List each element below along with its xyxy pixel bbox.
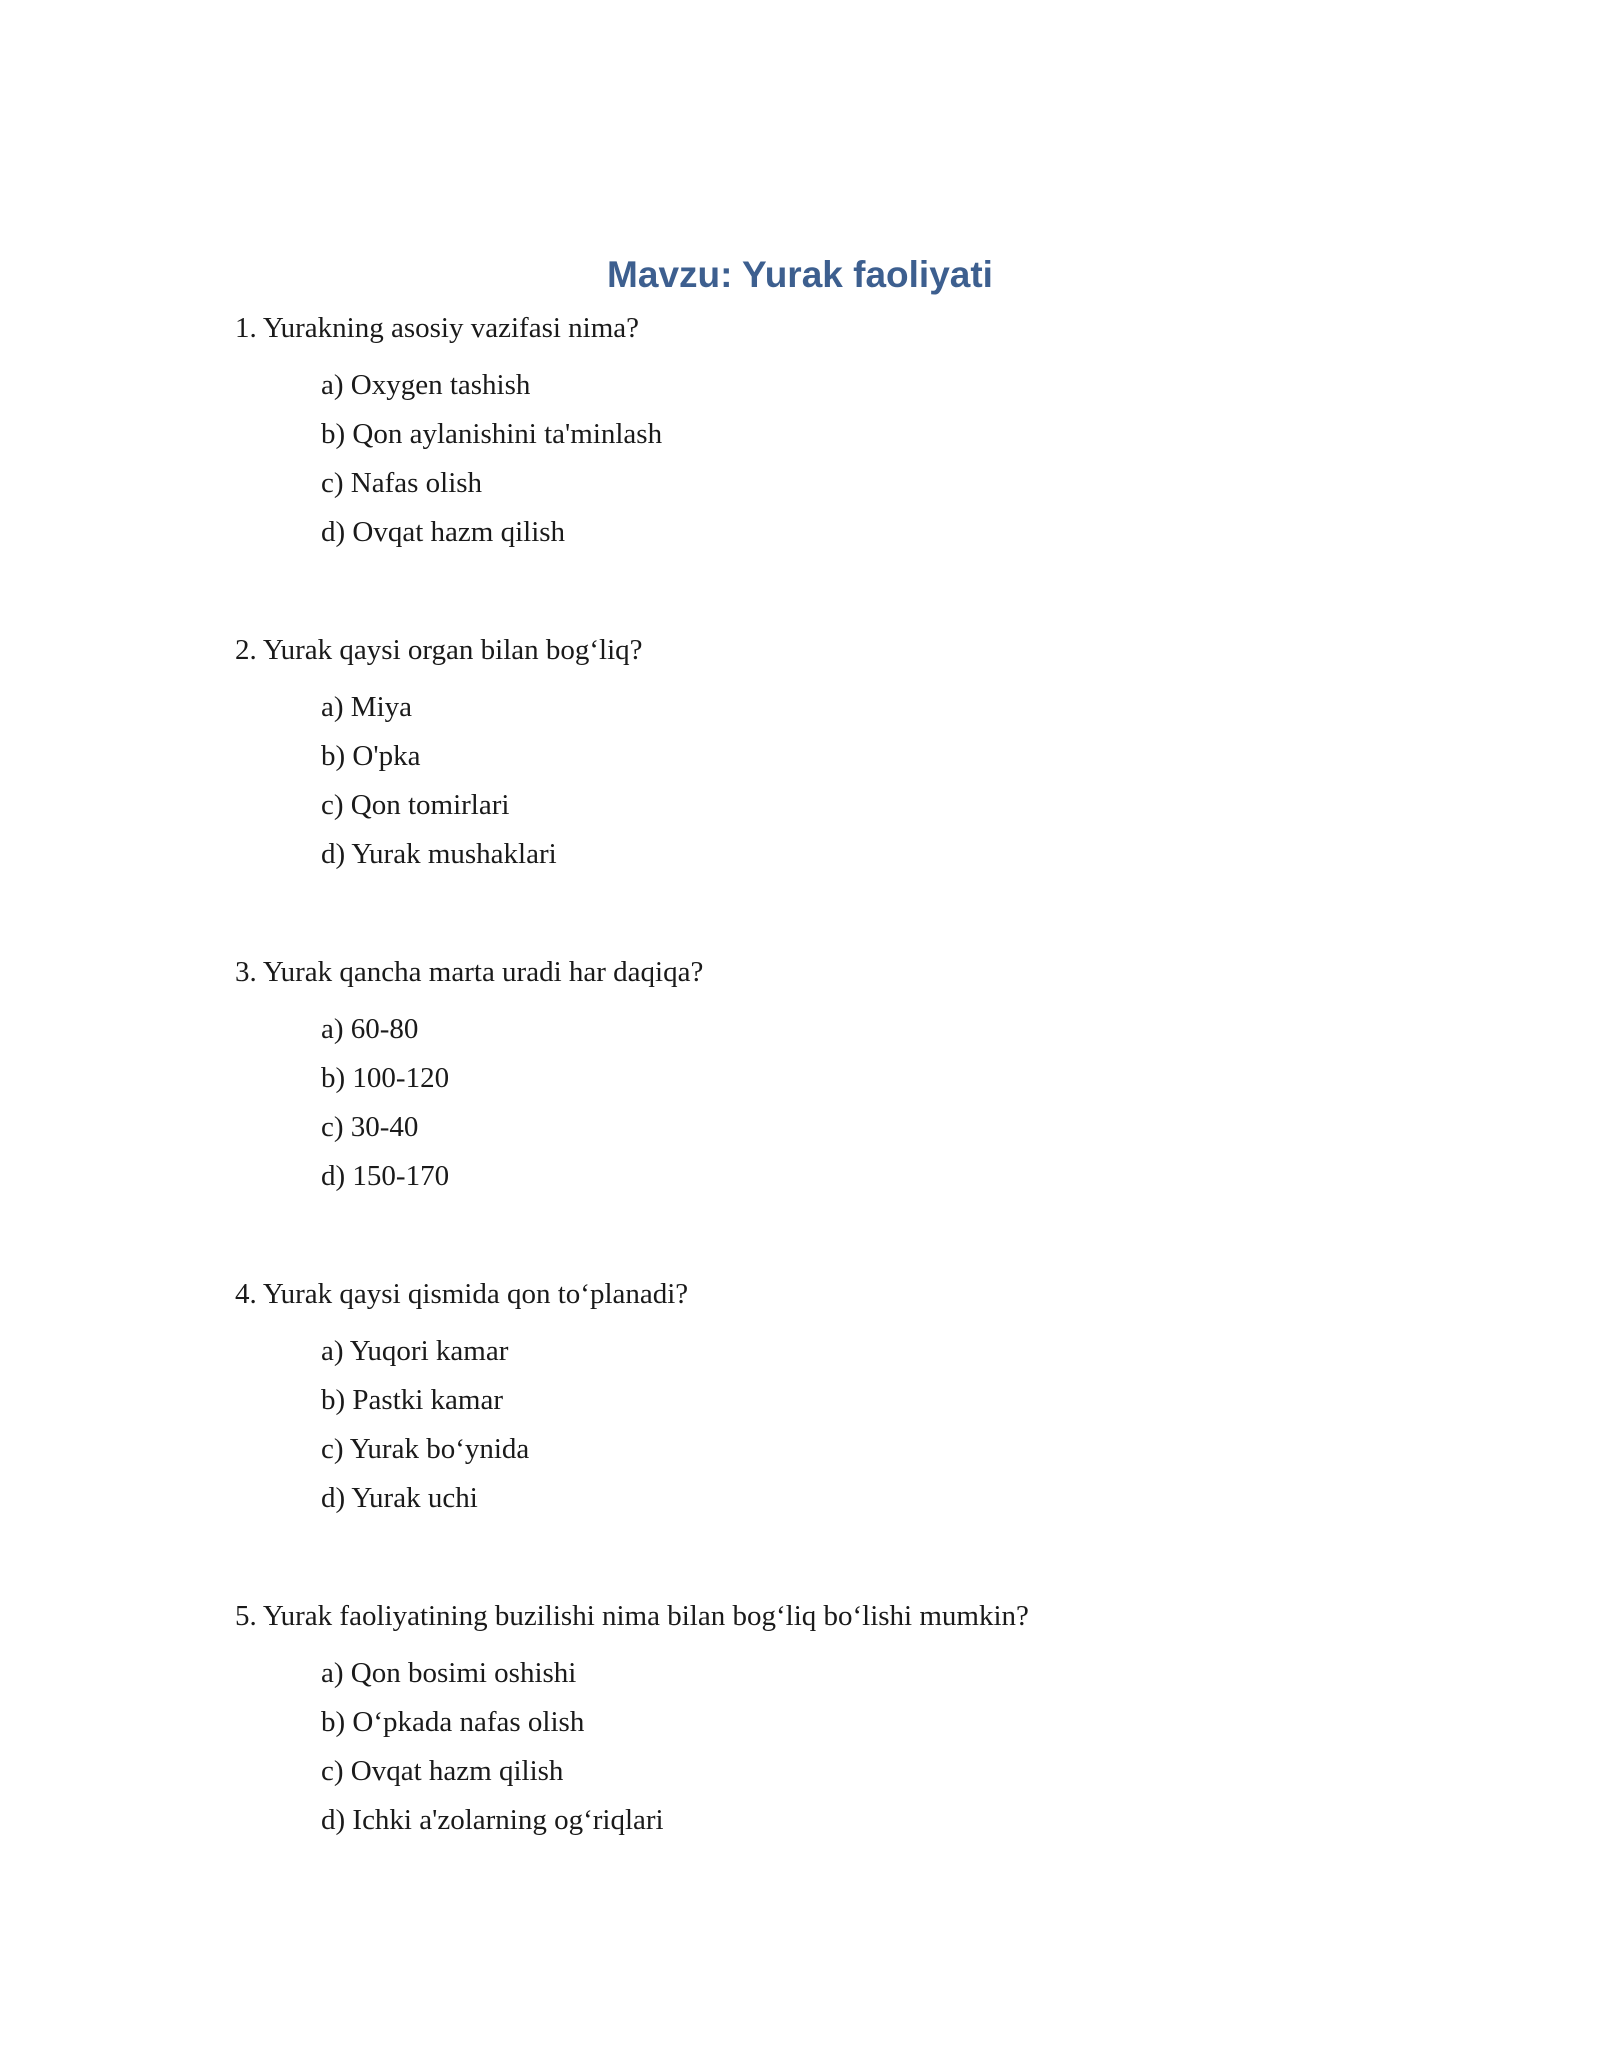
option-a: a) Miya bbox=[321, 691, 412, 723]
question-text: 1. Yurakning asosiy vazifasi nima? bbox=[235, 312, 640, 344]
option-d: d) Ovqat hazm qilish bbox=[321, 516, 566, 548]
option-a: a) 60-80 bbox=[321, 1013, 419, 1045]
option-c: c) Qon tomirlari bbox=[321, 789, 510, 821]
option-b: b) 100-120 bbox=[321, 1062, 450, 1094]
option-c: c) Ovqat hazm qilish bbox=[321, 1755, 564, 1787]
question-1 bbox=[235, 308, 1435, 561]
option-a: a) Qon bosimi oshishi bbox=[321, 1657, 577, 1689]
option-d: d) 150-170 bbox=[321, 1160, 450, 1192]
option-c: c) Nafas olish bbox=[321, 467, 483, 499]
document-title: Mavzu: Yurak faoliyati bbox=[607, 254, 993, 295]
question-text: 4. Yurak qaysi qismida qon to‘planadi? bbox=[235, 1278, 689, 1310]
answer-options bbox=[235, 365, 1435, 552]
option-b: b) Pastki kamar bbox=[321, 1384, 504, 1416]
question-text: 2. Yurak qaysi organ bilan bog‘liq? bbox=[235, 634, 643, 666]
question-2 bbox=[235, 630, 1435, 883]
question-5 bbox=[235, 1596, 1435, 1849]
option-c: c) 30-40 bbox=[321, 1111, 419, 1143]
answer-options bbox=[235, 1653, 1435, 1840]
option-d: d) Yurak uchi bbox=[321, 1482, 478, 1514]
option-b: b) Qon aylanishini ta'minlash bbox=[321, 418, 663, 450]
option-b: b) O‘pkada nafas olish bbox=[321, 1706, 585, 1738]
answer-options bbox=[235, 687, 1435, 874]
option-d: d) Yurak mushaklari bbox=[321, 838, 557, 870]
option-c: c) Yurak bo‘ynida bbox=[321, 1433, 530, 1465]
option-a: a) Oxygen tashish bbox=[321, 369, 531, 401]
question-text: 5. Yurak faoliyatining buzilishi nima bilan bog‘liq bo‘lishi mumkin? bbox=[235, 1600, 1029, 1632]
answer-options bbox=[235, 1331, 1435, 1518]
option-d: d) Ichki a'zolarning og‘riqlari bbox=[321, 1804, 664, 1836]
answer-options bbox=[235, 1009, 1435, 1196]
option-a: a) Yuqori kamar bbox=[321, 1335, 509, 1367]
option-b: b) O'pka bbox=[321, 740, 421, 772]
question-3 bbox=[235, 952, 1435, 1205]
question-4 bbox=[235, 1274, 1435, 1527]
question-text: 3. Yurak qancha marta uradi har daqiqa? bbox=[235, 956, 704, 988]
